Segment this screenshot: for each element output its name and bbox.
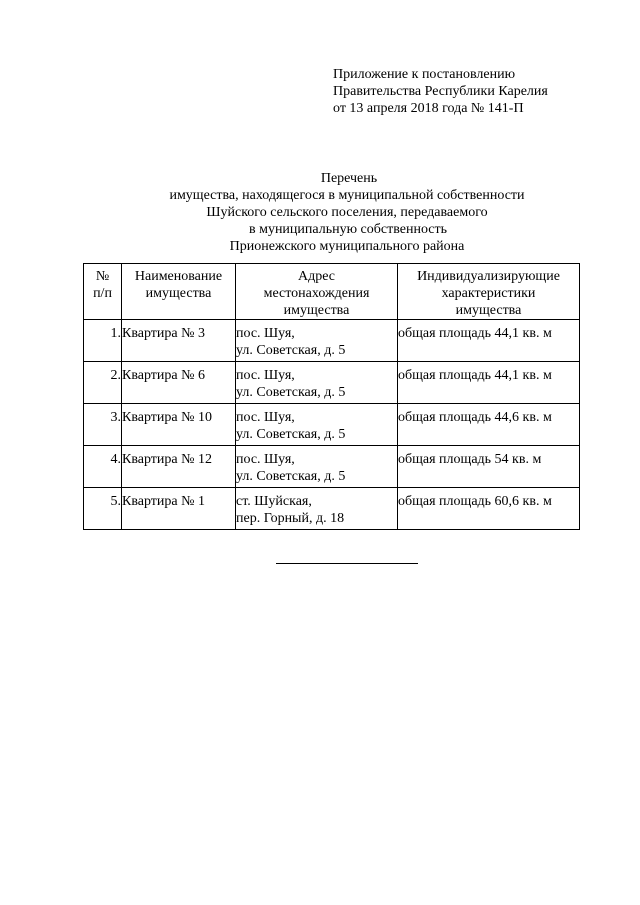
row-num: 4. [84, 446, 122, 488]
header-characteristics [398, 264, 580, 320]
header-characteristics-line: Индивидуализирующие [417, 269, 560, 284]
row-address [236, 362, 398, 404]
header-characteristics-line: характеристики [441, 286, 536, 301]
appendix-note [333, 66, 548, 117]
header-address-line: имущества [283, 303, 350, 318]
header-characteristics-line: имущества [455, 303, 522, 318]
row-address [236, 320, 398, 362]
title-line: Прионежского муниципального района [229, 239, 465, 254]
row-num: 5. [84, 488, 122, 530]
title-line: Шуйского сельского поселения, передаваемого [206, 205, 488, 220]
row-name: Квартира № 3 [122, 320, 236, 362]
row-address [236, 404, 398, 446]
table-row [84, 320, 580, 362]
table-row [84, 362, 580, 404]
row-num: 3. [84, 404, 122, 446]
header-num [84, 264, 122, 320]
header-name-line: Наименование [134, 269, 223, 284]
table-row [84, 488, 580, 530]
table-row [84, 446, 580, 488]
row-characteristics: общая площадь 60,6 кв. м [398, 488, 580, 530]
address-line: пос. Шуя, [236, 326, 295, 341]
row-name: Квартира № 1 [122, 488, 236, 530]
header-address [236, 264, 398, 320]
address-line: пос. Шуя, [236, 452, 295, 467]
address-line: ул. Советская, д. 5 [236, 385, 346, 400]
header-address-line: местонахождения [263, 286, 370, 301]
row-num: 1. [84, 320, 122, 362]
header-num-line: № [95, 269, 110, 284]
row-num: 2. [84, 362, 122, 404]
header-name [122, 264, 236, 320]
address-line: пос. Шуя, [236, 368, 295, 383]
title-line: в муниципальную собственность [248, 222, 448, 237]
row-characteristics: общая площадь 44,1 кв. м [398, 362, 580, 404]
address-line: ул. Советская, д. 5 [236, 343, 346, 358]
row-name: Квартира № 6 [122, 362, 236, 404]
table-header-row [84, 264, 580, 320]
row-address [236, 446, 398, 488]
document-title [0, 170, 640, 255]
property-table [83, 263, 580, 530]
row-name: Квартира № 12 [122, 446, 236, 488]
row-address [236, 488, 398, 530]
table-row [84, 404, 580, 446]
appendix-line: Правительства Республики Карелия [333, 84, 548, 99]
row-characteristics: общая площадь 44,1 кв. м [398, 320, 580, 362]
header-address-line: Адрес [297, 269, 335, 284]
address-line: ул. Советская, д. 5 [236, 427, 346, 442]
appendix-line: от 13 апреля 2018 года № 141-П [333, 101, 524, 116]
title-line: имущества, находящегося в муниципальной собственности [169, 188, 525, 203]
header-name-line: имущества [145, 286, 212, 301]
address-line: пос. Шуя, [236, 410, 295, 425]
address-line: ул. Советская, д. 5 [236, 469, 346, 484]
appendix-line: Приложение к постановлению [333, 67, 516, 82]
header-num-line: п/п [93, 286, 112, 301]
row-characteristics: общая площадь 44,6 кв. м [398, 404, 580, 446]
row-name: Квартира № 10 [122, 404, 236, 446]
row-characteristics: общая площадь 54 кв. м [398, 446, 580, 488]
title-line: Перечень [320, 171, 378, 186]
address-line: ст. Шуйская, [236, 494, 312, 509]
address-line: пер. Горный, д. 18 [236, 511, 345, 526]
closing-rule [276, 563, 418, 564]
